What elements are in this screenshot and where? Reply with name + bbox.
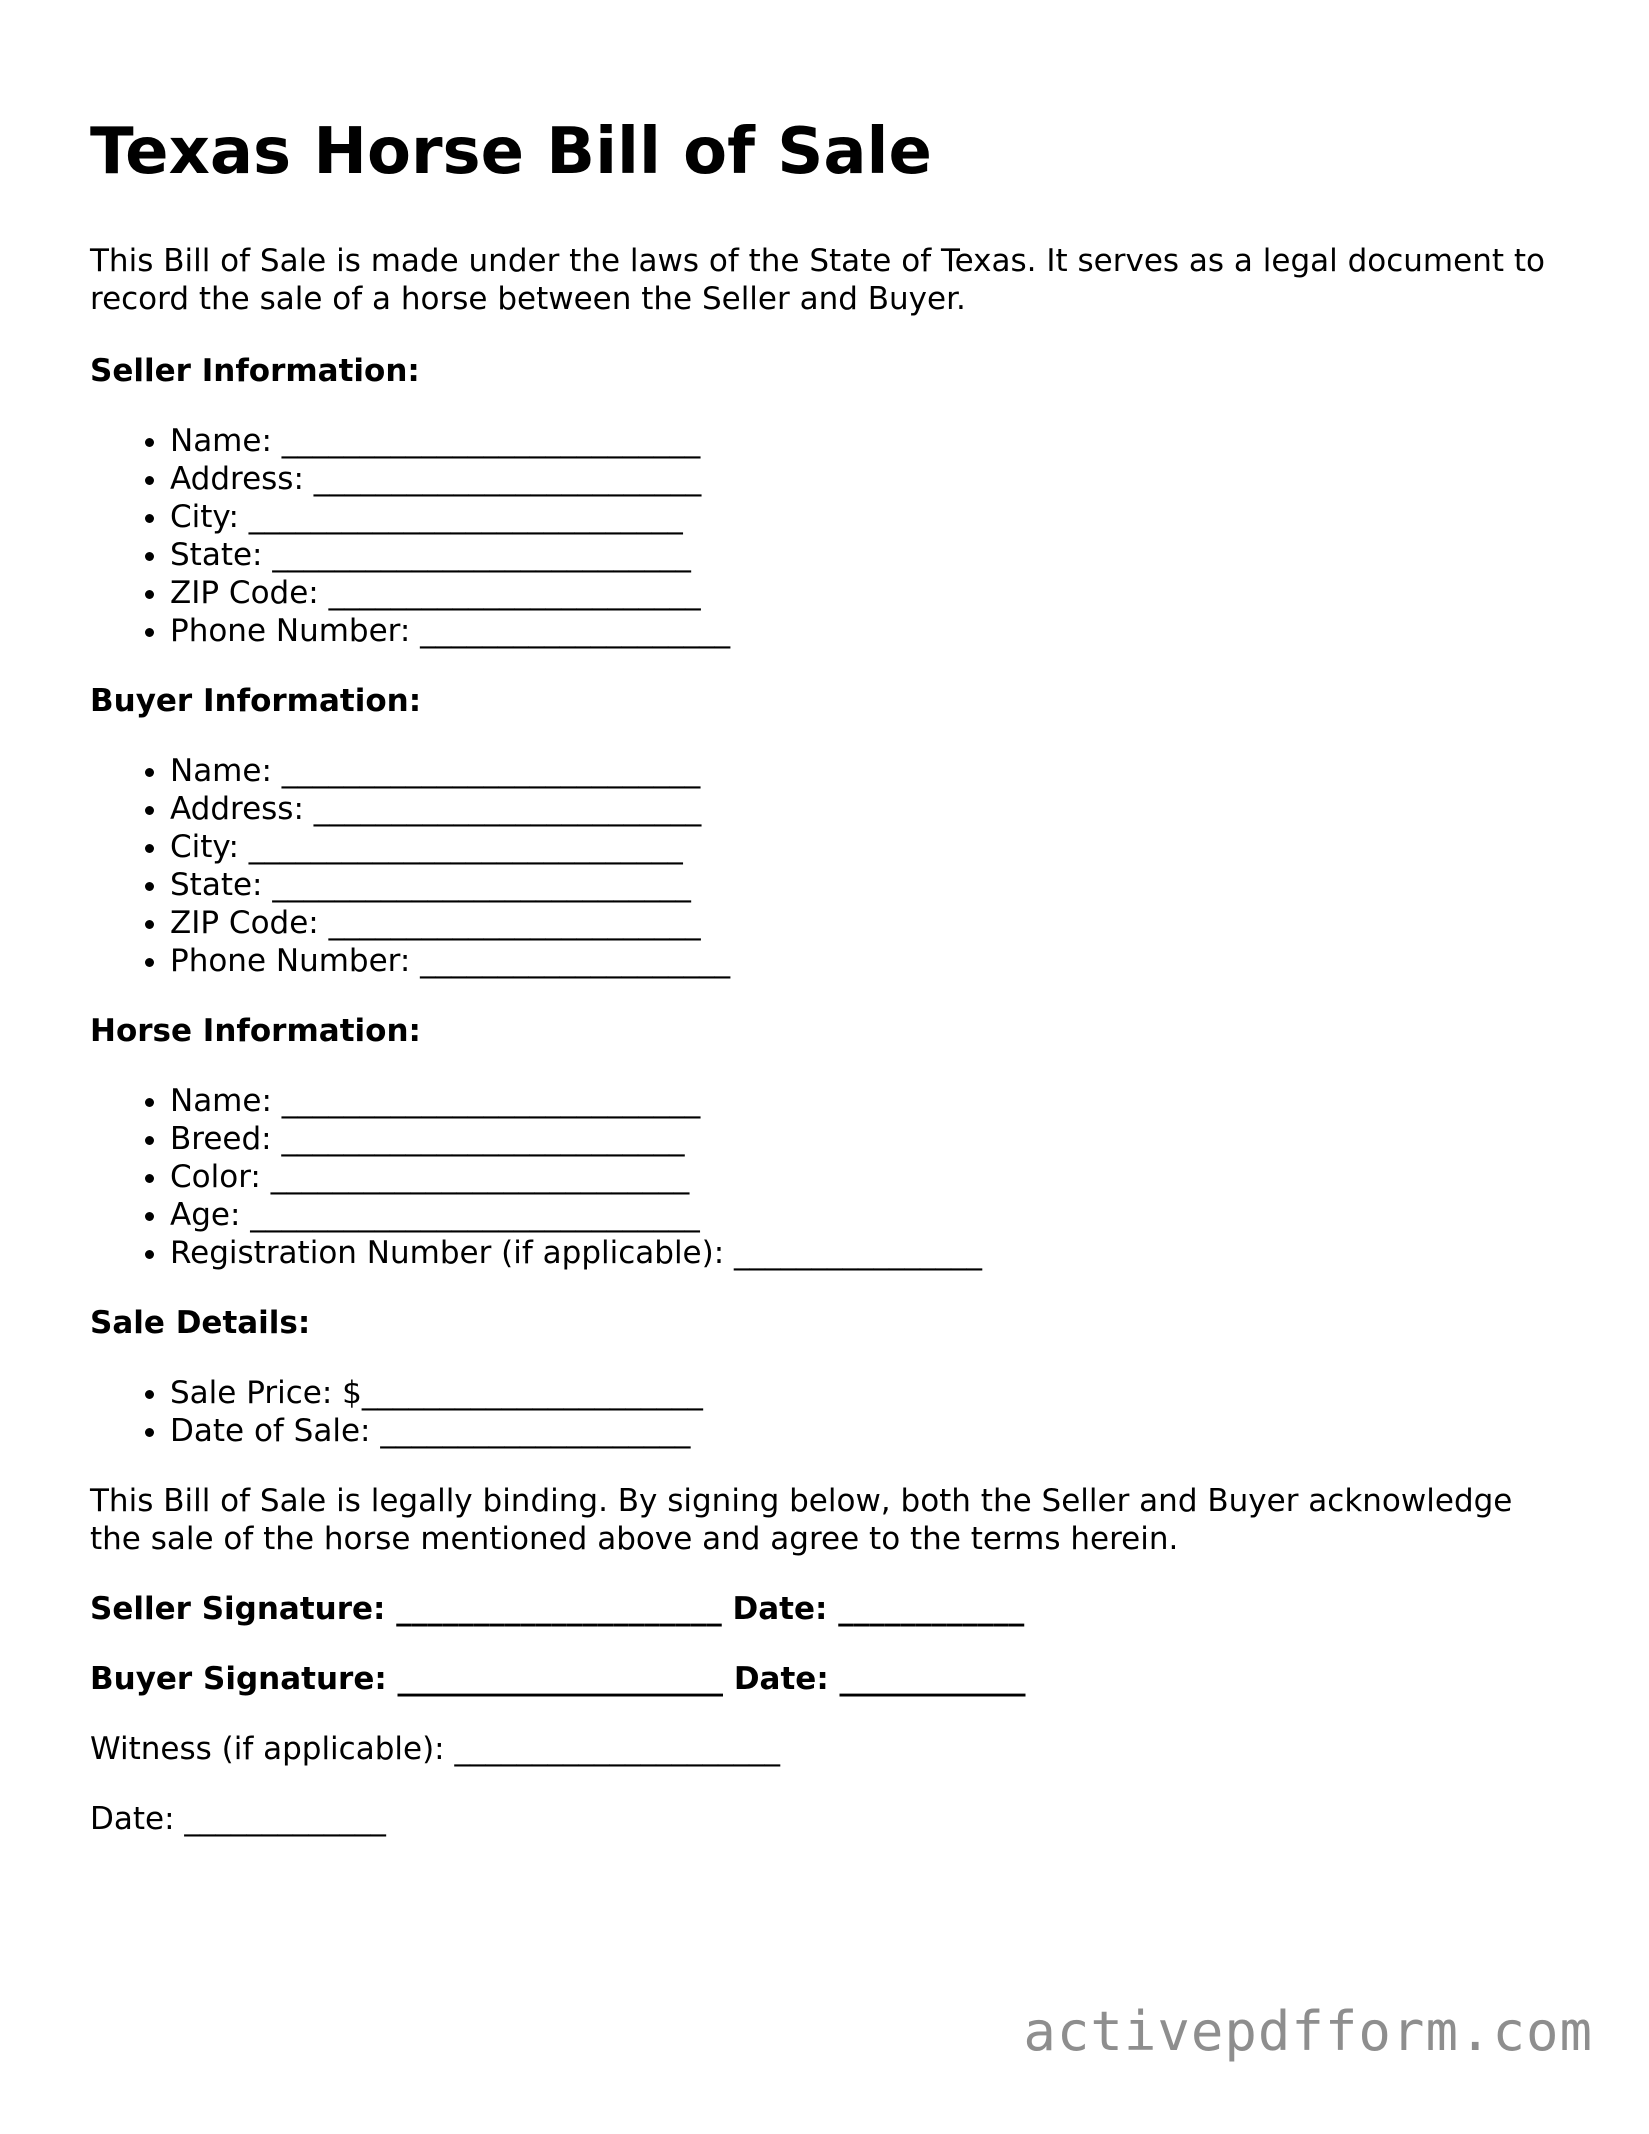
buyer-state-field: • State: ___________________________ [170,866,1570,904]
seller-field-list [90,422,1570,650]
seller-address-field: • Address: _________________________ [170,460,1570,498]
seller-phone-field: • Phone Number: ____________________ [170,612,1570,650]
horse-registration-field: • Registration Number (if applicable): ________________ [170,1234,1570,1272]
intro-paragraph: This Bill of Sale is made under the laws of the State of Texas. It serves as a legal document to record the sale of a horse between the Seller and Buyer. [90,243,1545,317]
seller-section-heading: Seller Information: [90,353,420,389]
sale-section-heading: Sale Details: [90,1305,311,1341]
buyer-zip-field: • ZIP Code: ________________________ [170,904,1570,942]
seller-signature-line: Seller Signature: _____________________ Date: ____________ [90,1591,1025,1627]
horse-section-heading: Horse Information: [90,1013,421,1049]
sale-field-list [90,1374,1570,1450]
document-page [90,112,1570,1870]
buyer-section-heading: Buyer Information: [90,683,422,719]
buyer-signature-line: Buyer Signature: _____________________ Date: ____________ [90,1661,1026,1697]
seller-name-field: • Name: ___________________________ [170,422,1570,460]
witness-date-line: Date: _____________ [90,1801,386,1837]
buyer-phone-field: • Phone Number: ____________________ [170,942,1570,980]
buyer-name-field: • Name: ___________________________ [170,752,1570,790]
buyer-address-field: • Address: _________________________ [170,790,1570,828]
seller-city-field: • City: ____________________________ [170,498,1570,536]
horse-field-list [90,1082,1570,1272]
horse-breed-field: • Breed: __________________________ [170,1120,1570,1158]
sale-date-field: • Date of Sale: ____________________ [170,1412,1570,1450]
closing-paragraph: This Bill of Sale is legally binding. By signing below, both the Seller and Buyer acknowledge the sale of the horse mentioned above and agree to the terms herein. [90,1483,1513,1557]
page-title: Texas Horse Bill of Sale [90,115,932,189]
seller-zip-field: • ZIP Code: ________________________ [170,574,1570,612]
watermark-text: activepdfform.com [1023,2000,1593,2063]
horse-color-field: • Color: ___________________________ [170,1158,1570,1196]
seller-state-field: • State: ___________________________ [170,536,1570,574]
buyer-field-list [90,752,1570,980]
horse-name-field: • Name: ___________________________ [170,1082,1570,1120]
horse-age-field: • Age: _____________________________ [170,1196,1570,1234]
buyer-city-field: • City: ____________________________ [170,828,1570,866]
witness-line: Witness (if applicable): _____________________ [90,1731,780,1767]
sale-price-field: • Sale Price: $______________________ [170,1374,1570,1412]
